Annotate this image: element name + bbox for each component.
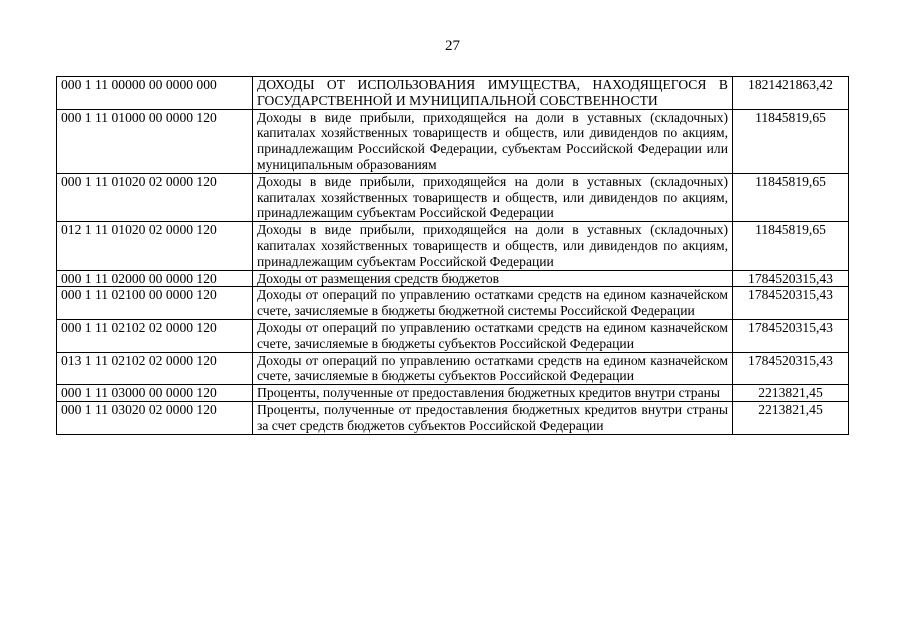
table-row bbox=[57, 77, 849, 110]
amount-cell: 1784520315,43 bbox=[733, 287, 849, 320]
budget-code-cell: 000 1 11 02000 00 0000 120 bbox=[57, 270, 253, 287]
budget-code-cell: 000 1 11 03000 00 0000 120 bbox=[57, 385, 253, 402]
amount-cell: 2213821,45 bbox=[733, 385, 849, 402]
revenue-name-cell: Доходы от операций по управлению остатками средств на едином казначейском счете, зачисляемые в бюджеты субъектов Российской Федерации bbox=[253, 319, 733, 352]
table-row bbox=[57, 109, 849, 173]
amount-cell: 11845819,65 bbox=[733, 173, 849, 221]
budget-code-cell: 000 1 11 00000 00 0000 000 bbox=[57, 77, 253, 110]
amount-cell: 1821421863,42 bbox=[733, 77, 849, 110]
table-row bbox=[57, 222, 849, 270]
revenue-name-cell: Доходы в виде прибыли, приходящейся на доли в уставных (складочных) капиталах хозяйственных товариществ и обществ, или дивидендов по акциям, принадлежащим субъектам Российской Федерации bbox=[253, 173, 733, 221]
amount-cell: 1784520315,43 bbox=[733, 319, 849, 352]
table-row bbox=[57, 319, 849, 352]
table-row bbox=[57, 173, 849, 221]
budget-code-cell: 000 1 11 02102 02 0000 120 bbox=[57, 319, 253, 352]
page-number: 27 bbox=[445, 38, 460, 54]
amount-cell: 2213821,45 bbox=[733, 401, 849, 434]
table-row bbox=[57, 352, 849, 385]
budget-code-cell: 012 1 11 01020 02 0000 120 bbox=[57, 222, 253, 270]
revenue-name-cell: Доходы от операций по управлению остатками средств на едином казначейском счете, зачисляемые в бюджеты бюджетной системы Российской Федерации bbox=[253, 287, 733, 320]
budget-code-cell: 000 1 11 02100 00 0000 120 bbox=[57, 287, 253, 320]
revenue-name-cell: Проценты, полученные от предоставления бюджетных кредитов внутри страны bbox=[253, 385, 733, 402]
budget-code-cell: 013 1 11 02102 02 0000 120 bbox=[57, 352, 253, 385]
table-row bbox=[57, 401, 849, 434]
budget-code-cell: 000 1 11 01000 00 0000 120 bbox=[57, 109, 253, 173]
revenue-name-cell: Проценты, полученные от предоставления бюджетных кредитов внутри страны за счет средств бюджетов субъектов Российской Федерации bbox=[253, 401, 733, 434]
table-row bbox=[57, 287, 849, 320]
revenue-table bbox=[56, 76, 849, 435]
table-row bbox=[57, 385, 849, 402]
table-row bbox=[57, 270, 849, 287]
budget-code-cell: 000 1 11 03020 02 0000 120 bbox=[57, 401, 253, 434]
amount-cell: 1784520315,43 bbox=[733, 352, 849, 385]
revenue-name-cell: ДОХОДЫ ОТ ИСПОЛЬЗОВАНИЯ ИМУЩЕСТВА, НАХОДЯЩЕГОСЯ В ГОСУДАРСТВЕННОЙ И МУНИЦИПАЛЬНОЙ СОБСТВЕННОСТИ bbox=[253, 77, 733, 110]
amount-cell: 11845819,65 bbox=[733, 222, 849, 270]
revenue-name-cell: Доходы от операций по управлению остатками средств на едином казначейском счете, зачисляемые в бюджеты субъектов Российской Федерации bbox=[253, 352, 733, 385]
revenue-name-cell: Доходы в виде прибыли, приходящейся на доли в уставных (складочных) капиталах хозяйственных товариществ и обществ, или дивидендов по акциям, принадлежащим субъектам Российской Федерации bbox=[253, 222, 733, 270]
amount-cell: 1784520315,43 bbox=[733, 270, 849, 287]
budget-code-cell: 000 1 11 01020 02 0000 120 bbox=[57, 173, 253, 221]
revenue-name-cell: Доходы от размещения средств бюджетов bbox=[253, 270, 733, 287]
revenue-name-cell: Доходы в виде прибыли, приходящейся на доли в уставных (складочных) капиталах хозяйственных товариществ и обществ, или дивидендов по акциям, принадлежащим Российской Федерации, субъектам Российской Федерации или муниципальным образованиям bbox=[253, 109, 733, 173]
amount-cell: 11845819,65 bbox=[733, 109, 849, 173]
